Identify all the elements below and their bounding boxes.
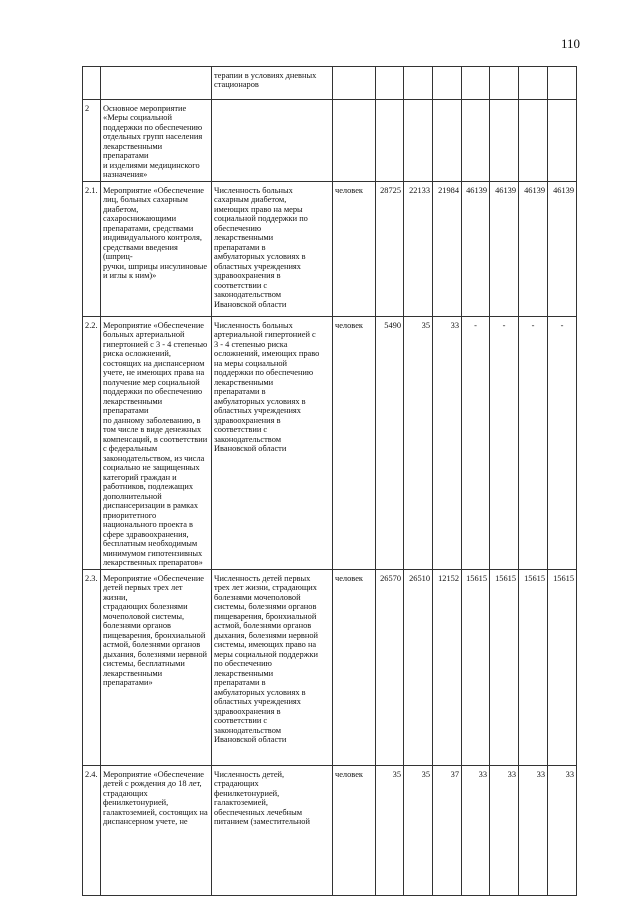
indicator-cell xyxy=(212,569,333,765)
value-cell: 37 xyxy=(433,765,462,895)
unit-cell: человек xyxy=(333,181,376,316)
unit-cell: человек xyxy=(333,316,376,569)
cell-text-line: стационаров xyxy=(214,80,259,90)
cell-text-line: детей первых трех лет жизни, xyxy=(103,583,183,602)
row-number-cell xyxy=(83,67,101,100)
cell-text-line: соответствии с xyxy=(214,425,268,435)
cell-text-line: лиц, больных сахарным xyxy=(103,195,188,205)
value-cell: 46139 xyxy=(462,181,490,316)
row-number-cell: 2.1. xyxy=(83,181,101,316)
cell-text-line: законодательством xyxy=(214,725,282,735)
cell-text-line: лекарственными препаратами xyxy=(103,141,163,161)
cell-text-line: получение мер социальной xyxy=(103,377,200,387)
value-cell: 33 xyxy=(548,765,577,895)
row-number-cell: 2.3. xyxy=(83,569,101,765)
value-cell: 12152 xyxy=(433,569,462,765)
cell-text-line: бесплатным необходимым xyxy=(103,539,198,549)
value-cell xyxy=(548,67,577,100)
value-cell: 15615 xyxy=(548,569,577,765)
cell-text-line: Основное мероприятие xyxy=(103,104,187,113)
cell-text-line: законодательством xyxy=(214,290,282,300)
cell-text-line: и изделиями медицинского xyxy=(103,160,200,170)
cell-text-line: диспансерном учете, не xyxy=(103,817,188,827)
cell-text-line: областных учреждениях xyxy=(214,697,301,707)
program-indicators-table xyxy=(82,66,577,896)
cell-text-line: меры социальной поддержки xyxy=(214,649,319,659)
value-cell xyxy=(433,67,462,100)
value-cell: - xyxy=(519,316,548,569)
unit-cell: человек xyxy=(333,765,376,895)
value-cell: 26570 xyxy=(376,569,404,765)
cell-text-line: приоритетного xyxy=(103,510,157,520)
row-number-cell: 2 xyxy=(83,100,101,182)
cell-text-line: препаратами» xyxy=(103,678,153,688)
activity-cell xyxy=(101,316,212,569)
unit-cell xyxy=(333,67,376,100)
cell-text-line: Ивановской области xyxy=(214,444,287,454)
cell-text-line: Численность детей, xyxy=(214,769,285,779)
cell-text-line: препаратами, средствами xyxy=(103,223,194,233)
value-cell: 15615 xyxy=(519,569,548,765)
cell-text-line: по обеспечению xyxy=(214,659,272,669)
cell-text-line: препаратами в xyxy=(214,387,266,397)
cell-text-line: областных учреждениях xyxy=(214,261,301,271)
cell-text-line: страдающих xyxy=(214,779,259,789)
value-cell: 15615 xyxy=(490,569,519,765)
cell-text-line: имеющих право на меры xyxy=(214,204,303,214)
activity-cell xyxy=(101,765,212,895)
value-cell xyxy=(462,100,490,182)
unit-cell xyxy=(333,100,376,182)
indicator-cell xyxy=(212,316,333,569)
value-cell: 15615 xyxy=(462,569,490,765)
cell-text-line: поддержки по обеспечению xyxy=(103,387,203,397)
value-cell xyxy=(404,100,433,182)
cell-text-line: ручки, шприцы инсулиновые xyxy=(103,261,208,271)
value-cell xyxy=(462,67,490,100)
cell-text-line: Численность больных xyxy=(214,185,293,195)
indicator-cell xyxy=(212,765,333,895)
value-cell: 5490 xyxy=(376,316,404,569)
cell-text-line: лекарственными xyxy=(214,233,274,243)
cell-text-line: и иглы к ним)» xyxy=(103,271,157,281)
cell-text-line: средствами введения (шприц- xyxy=(103,242,178,262)
cell-text-line: лекарственными xyxy=(214,377,274,387)
cell-text-line: Мероприятие «Обеспечение xyxy=(103,573,205,583)
cell-text-line: с федеральным xyxy=(103,444,158,454)
value-cell xyxy=(433,100,462,182)
value-cell: 33 xyxy=(490,765,519,895)
cell-text-line: здравоохранения в xyxy=(214,415,281,425)
value-cell: - xyxy=(490,316,519,569)
value-cell: - xyxy=(462,316,490,569)
cell-text-line: Мероприятие «Обеспечение xyxy=(103,769,205,779)
cell-text-line: системы, болезнями органов xyxy=(214,602,317,612)
cell-text-line: болезнями органов xyxy=(103,621,172,631)
value-cell: 33 xyxy=(519,765,548,895)
value-cell: 46139 xyxy=(490,181,519,316)
cell-text-line: минимумом гипотензивных xyxy=(103,548,203,558)
cell-text-line: дыхания, болезнями нервной xyxy=(103,649,208,659)
cell-text-line: мочеполовой системы, xyxy=(103,611,185,621)
cell-text-line: Мероприятие «Обеспечение xyxy=(103,320,205,330)
cell-text-line: законодательством, из числа xyxy=(103,453,205,463)
cell-text-line: обеспеченных лечебным xyxy=(214,807,303,817)
cell-text-line: 3 - 4 степенью риска xyxy=(214,339,288,349)
cell-text-line: системы, бесплатными xyxy=(103,659,185,669)
activity-cell xyxy=(101,181,212,316)
value-cell xyxy=(519,67,548,100)
cell-text-line: законодательством xyxy=(214,434,282,444)
cell-text-line: дополнительной xyxy=(103,491,162,501)
cell-text-line: здравоохранения в xyxy=(214,706,281,716)
cell-text-line: состоящих на диспансерном xyxy=(103,358,205,368)
value-cell: 35 xyxy=(376,765,404,895)
cell-text-line: Ивановской области xyxy=(214,735,287,745)
value-cell xyxy=(376,67,404,100)
cell-text-line: компенсаций, в соответствии xyxy=(103,434,208,444)
cell-text-line: препаратами в xyxy=(214,242,266,252)
cell-text-line: сахароснижающими xyxy=(103,214,177,224)
table-row xyxy=(83,181,577,316)
cell-text-line: сахарным диабетом, xyxy=(214,195,287,205)
cell-text-line: галактоземией, состоящих на xyxy=(103,807,208,817)
row-number-cell: 2.4. xyxy=(83,765,101,895)
cell-text-line: национального проекта в xyxy=(103,520,193,530)
cell-text-line: Ивановской области xyxy=(214,299,287,309)
cell-text-line: обеспечению xyxy=(214,223,262,233)
cell-text-line: учете, не имеющих права на xyxy=(103,368,205,378)
value-cell: 33 xyxy=(462,765,490,895)
table-row xyxy=(83,765,577,895)
value-cell xyxy=(376,100,404,182)
page-number: 110 xyxy=(560,36,580,51)
table-body xyxy=(83,67,577,896)
cell-text-line: системы, имеющих право на xyxy=(214,640,317,650)
cell-text-line: индивидуального контроля, xyxy=(103,233,202,243)
cell-text-line: терапии в условиях дневных xyxy=(214,71,317,80)
value-cell: - xyxy=(548,316,577,569)
indicator-cell xyxy=(212,100,333,182)
cell-text-line: артериальной гипертонией с xyxy=(214,330,316,340)
value-cell: 33 xyxy=(433,316,462,569)
cell-text-line: пищеварения, бронхиальной xyxy=(103,630,206,640)
indicator-cell xyxy=(212,181,333,316)
value-cell: 26510 xyxy=(404,569,433,765)
value-cell xyxy=(404,67,433,100)
cell-text-line: лекарственными xyxy=(214,668,274,678)
table-row xyxy=(83,316,577,569)
cell-text-line: амбулаторных условиях в xyxy=(214,396,306,406)
cell-text-line: социальной поддержки по xyxy=(214,214,308,224)
cell-text-line: областных учреждениях xyxy=(214,406,301,416)
cell-text-line: осложнений, имеющих право xyxy=(214,349,320,359)
value-cell: 35 xyxy=(404,765,433,895)
cell-text-line: категорий граждан и xyxy=(103,472,177,482)
cell-text-line: социально не защищенных xyxy=(103,463,200,473)
indicator-cell xyxy=(212,67,333,100)
value-cell: 46139 xyxy=(548,181,577,316)
cell-text-line: болезнями мочеполовой xyxy=(214,592,301,602)
value-cell xyxy=(519,100,548,182)
cell-text-line: гипертонией с 3 - 4 степенью xyxy=(103,339,208,349)
cell-text-line: астмой, болезнями органов xyxy=(214,621,312,631)
value-cell: 28725 xyxy=(376,181,404,316)
value-cell: 35 xyxy=(404,316,433,569)
cell-text-line: «Меры социальной xyxy=(103,113,172,123)
cell-text-line: том числе в виде денежных xyxy=(103,425,202,435)
cell-text-line: астмой, болезнями органов xyxy=(103,640,201,650)
cell-text-line: питанием (заместительной xyxy=(214,817,310,827)
table-row xyxy=(83,67,577,100)
activity-cell xyxy=(101,569,212,765)
cell-text-line: диабетом, xyxy=(103,204,139,214)
cell-text-line: страдающих xyxy=(103,788,148,798)
cell-text-line: амбулаторных условиях в xyxy=(214,687,306,697)
cell-text-line: по данному заболеванию, в xyxy=(103,415,201,425)
activity-cell xyxy=(101,100,212,182)
cell-text-line: назначения» xyxy=(103,170,148,180)
cell-text-line: здравоохранения в xyxy=(214,271,281,281)
table-row xyxy=(83,100,577,182)
cell-text-line: дыхания, болезнями нервной xyxy=(214,630,319,640)
cell-text-line: поддержки по обеспечению xyxy=(214,368,314,378)
cell-text-line: галактоземией, xyxy=(214,798,268,808)
cell-text-line: амбулаторных условиях в xyxy=(214,252,306,262)
value-cell xyxy=(548,100,577,182)
value-cell xyxy=(490,67,519,100)
cell-text-line: больных артериальной xyxy=(103,330,185,340)
cell-text-line: детей с рождения до 18 лет, xyxy=(103,779,202,789)
activity-cell xyxy=(101,67,212,100)
cell-text-line: лекарственных препаратов» xyxy=(103,557,203,567)
cell-text-line: препаратами в xyxy=(214,678,266,688)
cell-text-line: сфере здравоохранения, xyxy=(103,529,189,539)
cell-text-line: на меры социальной xyxy=(214,358,288,368)
row-number-cell: 2.2. xyxy=(83,316,101,569)
table-row xyxy=(83,569,577,765)
unit-cell: человек xyxy=(333,569,376,765)
cell-text-line: поддержки по обеспечению xyxy=(103,122,203,132)
cell-text-line: фенилкетонурией, xyxy=(214,788,280,798)
cell-text-line: Мероприятие «Обеспечение xyxy=(103,185,205,195)
cell-text-line: фенилкетонурией, xyxy=(103,798,169,808)
value-cell xyxy=(490,100,519,182)
value-cell: 21984 xyxy=(433,181,462,316)
cell-text-line: риска осложнений, xyxy=(103,349,171,359)
value-cell: 22133 xyxy=(404,181,433,316)
cell-text-line: Численность детей первых xyxy=(214,573,311,583)
cell-text-line: отдельных групп населения xyxy=(103,132,203,142)
cell-text-line: соответствии с xyxy=(214,716,268,726)
value-cell: 46139 xyxy=(519,181,548,316)
cell-text-line: соответствии с xyxy=(214,280,268,290)
cell-text-line: пищеварения, бронхиальной xyxy=(214,611,317,621)
cell-text-line: трех лет жизни, страдающих xyxy=(214,583,317,593)
cell-text-line: диспансеризации в рамках xyxy=(103,501,199,511)
cell-text-line: лекарственными xyxy=(103,668,163,678)
cell-text-line: Численность больных xyxy=(214,320,293,330)
cell-text-line: лекарственными препаратами xyxy=(103,396,163,416)
cell-text-line: работников, подлежащих xyxy=(103,482,194,492)
cell-text-line: страдающих болезнями xyxy=(103,602,188,612)
